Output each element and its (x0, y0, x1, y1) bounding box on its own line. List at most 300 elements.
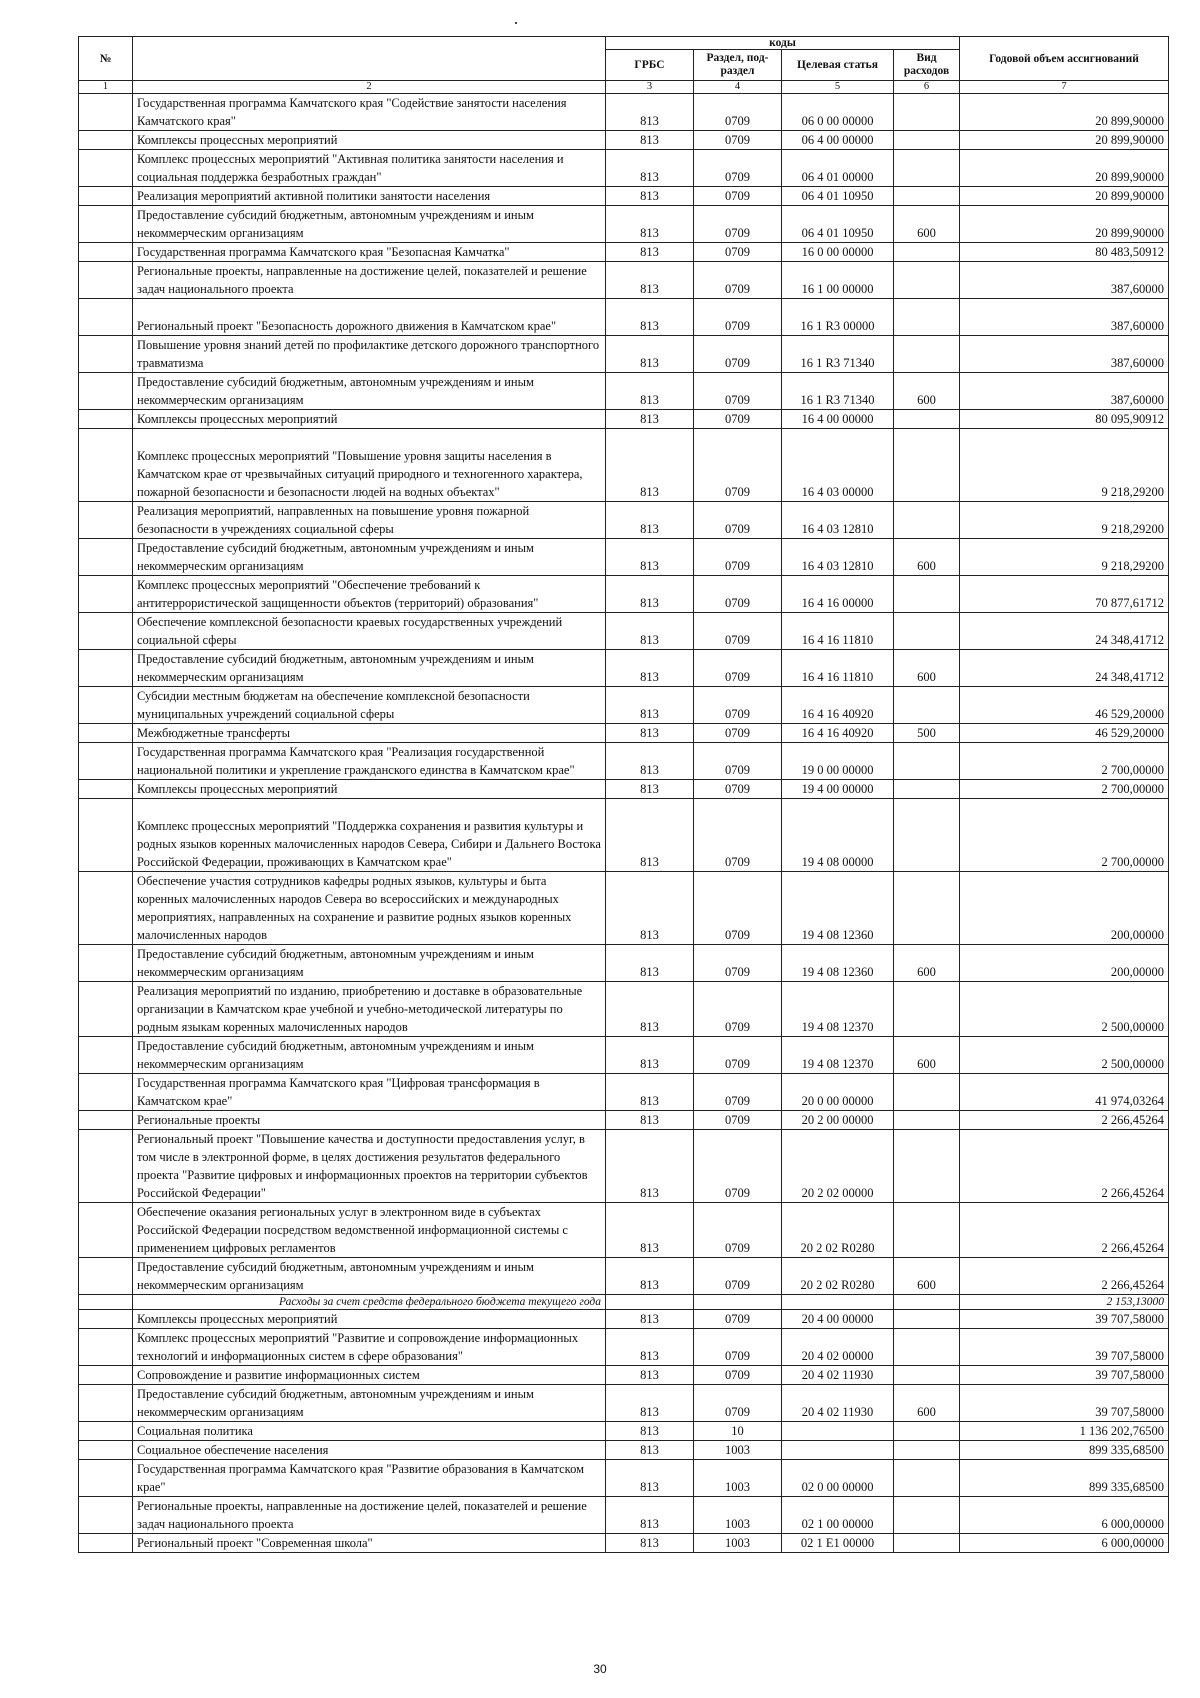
colnum-4: 4 (694, 81, 782, 94)
row-kind-cell (894, 410, 960, 429)
row-grbs-cell: 813 (606, 1366, 694, 1385)
table-row (79, 1310, 1169, 1329)
row-number-cell (79, 1534, 133, 1553)
row-name-cell: Субсидии местным бюджетам на обеспечение комплексной безопасности муниципальных учреждений социальной сферы (133, 687, 606, 724)
table-row (79, 1203, 1169, 1258)
row-amount-cell: 9 218,29200 (960, 502, 1169, 539)
row-name-cell: Обеспечение комплексной безопасности краевых государственных учреждений социальной сферы (133, 613, 606, 650)
row-target-cell: 20 2 02 R0280 (782, 1203, 894, 1258)
row-number-cell (79, 206, 133, 243)
header-kind: Вид расходов (894, 50, 960, 81)
row-kind-cell (894, 872, 960, 945)
row-kind-cell (894, 982, 960, 1037)
row-grbs-cell: 813 (606, 502, 694, 539)
row-amount-cell: 387,60000 (960, 262, 1169, 299)
row-grbs-cell: 813 (606, 650, 694, 687)
row-name-cell: Комплекс процессных мероприятий "Развитие и сопровождение информационных технологий и информационных систем в сфере образования" (133, 1329, 606, 1366)
row-kind-cell: 600 (894, 945, 960, 982)
row-grbs-cell: 813 (606, 1111, 694, 1130)
row-name-cell: Предоставление субсидий бюджетным, автономным учреждениям и иным некоммерческим организациям (133, 206, 606, 243)
row-section-cell: 0709 (694, 799, 782, 872)
row-amount-cell: 2 266,45264 (960, 1130, 1169, 1203)
row-kind-cell (894, 262, 960, 299)
row-grbs-cell: 813 (606, 410, 694, 429)
row-section-cell: 0709 (694, 1203, 782, 1258)
row-kind-cell: 600 (894, 1258, 960, 1295)
row-target-cell: 02 1 00 00000 (782, 1497, 894, 1534)
row-target-cell: 19 4 08 12360 (782, 945, 894, 982)
table-row (79, 799, 1169, 872)
row-name-cell: Предоставление субсидий бюджетным, автономным учреждениям и иным некоммерческим организациям (133, 373, 606, 410)
row-name-cell: Государственная программа Камчатского края "Безопасная Камчатка" (133, 243, 606, 262)
row-grbs-cell: 813 (606, 299, 694, 336)
table-row (79, 1366, 1169, 1385)
row-grbs-cell: 813 (606, 373, 694, 410)
row-kind-cell (894, 1111, 960, 1130)
row-grbs-cell: 813 (606, 724, 694, 743)
row-target-cell: 16 4 16 11810 (782, 650, 894, 687)
row-target-cell: 20 4 00 00000 (782, 1310, 894, 1329)
row-amount-cell: 899 335,68500 (960, 1441, 1169, 1460)
colnum-2: 2 (133, 81, 606, 94)
row-name-cell: Региональные проекты (133, 1111, 606, 1130)
colnum-6: 6 (894, 81, 960, 94)
table-row (79, 1534, 1169, 1553)
row-section-cell: 0709 (694, 1366, 782, 1385)
row-grbs-cell: 813 (606, 1441, 694, 1460)
row-name-cell: Региональные проекты, направленные на достижение целей, показателей и решение задач национального проекта (133, 262, 606, 299)
row-name-cell: Сопровождение и развитие информационных систем (133, 1366, 606, 1385)
row-number-cell (79, 1441, 133, 1460)
row-kind-cell (894, 1329, 960, 1366)
row-kind-cell (894, 429, 960, 502)
row-kind-cell (894, 1422, 960, 1441)
row-kind-cell (894, 336, 960, 373)
row-number-cell (79, 336, 133, 373)
table-row (79, 687, 1169, 724)
row-section-cell: 0709 (694, 687, 782, 724)
row-kind-cell: 600 (894, 373, 960, 410)
row-section-cell: 0709 (694, 502, 782, 539)
row-target-cell: 20 4 02 11930 (782, 1385, 894, 1422)
row-amount-cell: 39 707,58000 (960, 1310, 1169, 1329)
row-grbs-cell: 813 (606, 1203, 694, 1258)
row-kind-cell (894, 150, 960, 187)
row-grbs-cell: 813 (606, 1310, 694, 1329)
row-grbs-cell: 813 (606, 613, 694, 650)
row-amount-cell: 2 700,00000 (960, 743, 1169, 780)
table-row (79, 576, 1169, 613)
row-amount-cell: 41 974,03264 (960, 1074, 1169, 1111)
row-number-cell (79, 724, 133, 743)
row-number-cell (79, 1422, 133, 1441)
row-number-cell (79, 1074, 133, 1111)
row-section-cell: 0709 (694, 1310, 782, 1329)
row-target-cell: 16 4 16 11810 (782, 613, 894, 650)
row-name-cell: Предоставление субсидий бюджетным, автономным учреждениям и иным некоммерческим организациям (133, 1385, 606, 1422)
row-section-cell: 0709 (694, 131, 782, 150)
row-grbs-cell: 813 (606, 1329, 694, 1366)
row-name-cell: Комплексы процессных мероприятий (133, 1310, 606, 1329)
header-grbs: ГРБС (606, 50, 694, 81)
row-section-cell: 0709 (694, 724, 782, 743)
row-kind-cell (894, 1460, 960, 1497)
row-grbs-cell: 813 (606, 780, 694, 799)
row-section-cell: 0709 (694, 299, 782, 336)
row-amount-cell: 6 000,00000 (960, 1497, 1169, 1534)
row-grbs-cell: 813 (606, 206, 694, 243)
row-target-cell: 06 4 01 00000 (782, 150, 894, 187)
row-number-cell (79, 1385, 133, 1422)
row-kind-cell (894, 1310, 960, 1329)
table-row (79, 1130, 1169, 1203)
row-section-cell: 0709 (694, 262, 782, 299)
row-amount-cell: 39 707,58000 (960, 1366, 1169, 1385)
row-kind-cell: 600 (894, 206, 960, 243)
table-row (79, 94, 1169, 131)
table-body (79, 94, 1169, 1553)
table-row (79, 872, 1169, 945)
row-grbs-cell: 813 (606, 687, 694, 724)
row-grbs-cell: 813 (606, 1422, 694, 1441)
row-number-cell (79, 94, 133, 131)
row-kind-cell (894, 1441, 960, 1460)
row-section-cell: 0709 (694, 1385, 782, 1422)
row-section-cell: 0709 (694, 94, 782, 131)
row-target-cell: 16 4 00 00000 (782, 410, 894, 429)
row-grbs-cell: 813 (606, 1258, 694, 1295)
row-amount-cell: 387,60000 (960, 299, 1169, 336)
row-name-cell: Обеспечение оказания региональных услуг в электронном виде в субъектах Российской Федерации посредством ведомственной информационной системы с применением цифровых регламентов (133, 1203, 606, 1258)
row-name-cell: Предоставление субсидий бюджетным, автономным учреждениям и иным некоммерческим организациям (133, 539, 606, 576)
table-row (79, 650, 1169, 687)
row-number-cell (79, 1366, 133, 1385)
row-section-cell: 0709 (694, 150, 782, 187)
row-grbs-cell: 813 (606, 150, 694, 187)
row-name-cell: Социальное обеспечение населения (133, 1441, 606, 1460)
row-section-cell: 0709 (694, 1074, 782, 1111)
row-target-cell: 16 4 03 00000 (782, 429, 894, 502)
row-amount-cell: 80 483,50912 (960, 243, 1169, 262)
row-name-cell: Предоставление субсидий бюджетным, автономным учреждениям и иным некоммерческим организациям (133, 1037, 606, 1074)
row-kind-cell (894, 1497, 960, 1534)
row-number-cell (79, 687, 133, 724)
row-section-cell: 0709 (694, 1329, 782, 1366)
row-kind-cell (894, 243, 960, 262)
table-header (79, 37, 1169, 94)
table-row (79, 262, 1169, 299)
header-section: Раздел, под-раздел (694, 50, 782, 81)
row-name-cell: Социальная политика (133, 1422, 606, 1441)
row-kind-cell (894, 502, 960, 539)
row-grbs-cell: 813 (606, 243, 694, 262)
row-number-cell (79, 1329, 133, 1366)
row-section-cell: 0709 (694, 1130, 782, 1203)
table-row (79, 1037, 1169, 1074)
table-row (79, 131, 1169, 150)
row-number-cell (79, 539, 133, 576)
row-target-cell: 20 2 02 00000 (782, 1130, 894, 1203)
row-target-cell: 06 4 01 10950 (782, 187, 894, 206)
row-target-cell: 19 4 00 00000 (782, 780, 894, 799)
row-grbs-cell: 813 (606, 1460, 694, 1497)
row-amount-cell: 39 707,58000 (960, 1329, 1169, 1366)
row-grbs-cell: 813 (606, 262, 694, 299)
row-name-cell: Государственная программа Камчатского края "Реализация государственной национальной политики и укрепление гражданского единства в Камчатском крае" (133, 743, 606, 780)
colnum-7: 7 (960, 81, 1169, 94)
row-amount-cell: 2 266,45264 (960, 1203, 1169, 1258)
row-kind-cell (894, 1366, 960, 1385)
column-numbers-row (79, 81, 1169, 94)
row-number-cell (79, 1295, 133, 1310)
row-name-cell: Повышение уровня знаний детей по профилактике детского дорожного транспортного травматизма (133, 336, 606, 373)
row-amount-cell: 6 000,00000 (960, 1534, 1169, 1553)
row-number-cell (79, 743, 133, 780)
row-name-cell: Реализация мероприятий, направленных на повышение уровня пожарной безопасности в учреждениях социальной сферы (133, 502, 606, 539)
row-target-cell: 16 4 16 00000 (782, 576, 894, 613)
row-amount-cell: 24 348,41712 (960, 650, 1169, 687)
row-name-cell: Государственная программа Камчатского края "Развитие образования в Камчатском крае" (133, 1460, 606, 1497)
table-row (79, 1422, 1169, 1441)
row-kind-cell (894, 743, 960, 780)
row-name-cell: Межбюджетные трансферты (133, 724, 606, 743)
row-section-cell: 0709 (694, 613, 782, 650)
row-number-cell (79, 780, 133, 799)
row-target-cell: 16 4 03 12810 (782, 502, 894, 539)
row-section-cell: 0709 (694, 539, 782, 576)
row-target-cell: 19 4 08 12370 (782, 1037, 894, 1074)
row-section-cell: 10 (694, 1422, 782, 1441)
row-grbs-cell: 813 (606, 1534, 694, 1553)
row-grbs-cell: 813 (606, 945, 694, 982)
row-amount-cell: 70 877,61712 (960, 576, 1169, 613)
row-name-cell: Государственная программа Камчатского края "Содействие занятости населения Камчатского края" (133, 94, 606, 131)
header-name (133, 37, 606, 81)
page-number: 30 (593, 1662, 607, 1676)
table-row (79, 1329, 1169, 1366)
row-grbs-cell: 813 (606, 336, 694, 373)
row-grbs-cell: 813 (606, 982, 694, 1037)
row-target-cell: 16 0 00 00000 (782, 243, 894, 262)
row-amount-cell: 2 266,45264 (960, 1111, 1169, 1130)
table-row (79, 336, 1169, 373)
row-section-cell: 0709 (694, 650, 782, 687)
row-name-cell: Комплексы процессных мероприятий (133, 410, 606, 429)
budget-table (78, 36, 1169, 1553)
row-number-cell (79, 1037, 133, 1074)
row-target-cell (782, 1441, 894, 1460)
row-name-cell: Комплексы процессных мероприятий (133, 131, 606, 150)
row-number-cell (79, 799, 133, 872)
row-amount-cell: 387,60000 (960, 373, 1169, 410)
row-target-cell: 19 4 08 12370 (782, 982, 894, 1037)
row-section-cell: 0709 (694, 1037, 782, 1074)
row-amount-cell: 46 529,20000 (960, 724, 1169, 743)
row-target-cell (782, 1295, 894, 1310)
table-row (79, 429, 1169, 502)
row-number-cell (79, 1130, 133, 1203)
row-number-cell (79, 1310, 133, 1329)
row-target-cell: 19 0 00 00000 (782, 743, 894, 780)
row-amount-cell: 2 700,00000 (960, 780, 1169, 799)
row-amount-cell: 9 218,29200 (960, 539, 1169, 576)
row-number-cell (79, 502, 133, 539)
row-section-cell: 0709 (694, 780, 782, 799)
row-amount-cell: 899 335,68500 (960, 1460, 1169, 1497)
row-grbs-cell: 813 (606, 799, 694, 872)
row-name-cell: Комплекс процессных мероприятий "Активная политика занятости населения и социальная поддержка безработных граждан" (133, 150, 606, 187)
table-row (79, 150, 1169, 187)
row-kind-cell (894, 131, 960, 150)
table-row (79, 1441, 1169, 1460)
row-number-cell (79, 1258, 133, 1295)
row-number-cell (79, 243, 133, 262)
row-target-cell: 20 0 00 00000 (782, 1074, 894, 1111)
row-kind-cell (894, 780, 960, 799)
row-name-cell: Расходы за счет средств федерального бюджета текущего года (133, 1295, 606, 1310)
table-row (79, 1295, 1169, 1310)
table-row (79, 1111, 1169, 1130)
row-number-cell (79, 872, 133, 945)
row-target-cell: 02 0 00 00000 (782, 1460, 894, 1497)
row-section-cell: 0709 (694, 945, 782, 982)
row-number-cell (79, 1111, 133, 1130)
row-kind-cell (894, 799, 960, 872)
header-codes: коды (606, 37, 960, 50)
row-grbs-cell: 813 (606, 576, 694, 613)
row-name-cell: Региональный проект "Безопасность дорожного движения в Камчатском крае" (133, 299, 606, 336)
table-row (79, 187, 1169, 206)
table-row (79, 613, 1169, 650)
table-row (79, 1074, 1169, 1111)
row-section-cell: 1003 (694, 1441, 782, 1460)
row-amount-cell: 387,60000 (960, 336, 1169, 373)
row-number-cell (79, 429, 133, 502)
row-section-cell: 0709 (694, 336, 782, 373)
table-row (79, 743, 1169, 780)
row-name-cell: Реализация мероприятий по изданию, приобретению и доставке в образовательные организации в Камчатском крае учебной и учебно-методической литературы по родным языкам коренных малочисленных народов (133, 982, 606, 1037)
row-target-cell: 16 4 16 40920 (782, 687, 894, 724)
table-row (79, 945, 1169, 982)
table-row (79, 206, 1169, 243)
row-section-cell: 0709 (694, 429, 782, 502)
row-grbs-cell: 813 (606, 131, 694, 150)
table-row (79, 299, 1169, 336)
row-target-cell: 20 4 02 11930 (782, 1366, 894, 1385)
row-number-cell (79, 410, 133, 429)
row-amount-cell: 2 700,00000 (960, 799, 1169, 872)
row-grbs-cell: 813 (606, 1074, 694, 1111)
row-section-cell: 0709 (694, 187, 782, 206)
row-target-cell: 06 0 00 00000 (782, 94, 894, 131)
row-kind-cell (894, 1130, 960, 1203)
row-amount-cell: 200,00000 (960, 945, 1169, 982)
row-section-cell: 0709 (694, 206, 782, 243)
row-number-cell (79, 945, 133, 982)
row-grbs-cell: 813 (606, 94, 694, 131)
row-target-cell: 16 1 R3 71340 (782, 336, 894, 373)
row-amount-cell: 20 899,90000 (960, 94, 1169, 131)
table-row (79, 502, 1169, 539)
row-number-cell (79, 1497, 133, 1534)
table-row (79, 780, 1169, 799)
row-target-cell: 19 4 08 00000 (782, 799, 894, 872)
table-row (79, 1385, 1169, 1422)
row-target-cell: 16 1 R3 71340 (782, 373, 894, 410)
colnum-5: 5 (782, 81, 894, 94)
row-target-cell: 20 2 00 00000 (782, 1111, 894, 1130)
row-grbs-cell (606, 1295, 694, 1310)
row-target-cell: 20 4 02 00000 (782, 1329, 894, 1366)
row-kind-cell (894, 94, 960, 131)
row-amount-cell: 20 899,90000 (960, 150, 1169, 187)
table-row (79, 724, 1169, 743)
row-amount-cell: 20 899,90000 (960, 187, 1169, 206)
row-name-cell: Комплекс процессных мероприятий "Повышение уровня защиты населения в Камчатском крае от чрезвычайных ситуаций природного и техногенного характера, пожарной безопасности и безопасности людей на водных объектах" (133, 429, 606, 502)
row-kind-cell (894, 187, 960, 206)
table-row (79, 1497, 1169, 1534)
row-number-cell (79, 613, 133, 650)
row-section-cell: 1003 (694, 1534, 782, 1553)
row-name-cell: Предоставление субсидий бюджетным, автономным учреждениям и иным некоммерческим организациям (133, 945, 606, 982)
row-name-cell: Комплексы процессных мероприятий (133, 780, 606, 799)
table-row (79, 1460, 1169, 1497)
row-target-cell: 06 4 00 00000 (782, 131, 894, 150)
row-kind-cell (894, 576, 960, 613)
row-number-cell (79, 299, 133, 336)
row-target-cell (782, 1422, 894, 1441)
row-grbs-cell: 813 (606, 872, 694, 945)
table-row (79, 982, 1169, 1037)
row-number-cell (79, 187, 133, 206)
row-grbs-cell: 813 (606, 1130, 694, 1203)
row-number-cell (79, 131, 133, 150)
row-kind-cell: 500 (894, 724, 960, 743)
row-amount-cell: 1 136 202,76500 (960, 1422, 1169, 1441)
row-section-cell: 0709 (694, 410, 782, 429)
row-section-cell: 0709 (694, 872, 782, 945)
row-section-cell: 1003 (694, 1460, 782, 1497)
row-grbs-cell: 813 (606, 1385, 694, 1422)
row-amount-cell: 2 500,00000 (960, 1037, 1169, 1074)
row-name-cell: Комплекс процессных мероприятий "Поддержка сохранения и развития культуры и родных языков коренных малочисленных народов Севера, Сибири и Дальнего Востока Российской Федерации, проживающих в Камчатском крае" (133, 799, 606, 872)
table-row (79, 539, 1169, 576)
table-row (79, 243, 1169, 262)
row-grbs-cell: 813 (606, 1497, 694, 1534)
row-kind-cell (894, 613, 960, 650)
row-target-cell: 06 4 01 10950 (782, 206, 894, 243)
row-number-cell (79, 650, 133, 687)
row-amount-cell: 24 348,41712 (960, 613, 1169, 650)
row-amount-cell: 9 218,29200 (960, 429, 1169, 502)
row-name-cell: Региональный проект "Современная школа" (133, 1534, 606, 1553)
row-target-cell: 16 1 00 00000 (782, 262, 894, 299)
row-section-cell: 0709 (694, 1258, 782, 1295)
row-section-cell: 1003 (694, 1497, 782, 1534)
header-target: Целевая статья (782, 50, 894, 81)
row-name-cell: Предоставление субсидий бюджетным, автономным учреждениям и иным некоммерческим организациям (133, 1258, 606, 1295)
row-name-cell: Региональные проекты, направленные на достижение целей, показателей и решение задач национального проекта (133, 1497, 606, 1534)
row-kind-cell (894, 687, 960, 724)
row-kind-cell: 600 (894, 650, 960, 687)
row-target-cell: 16 1 R3 00000 (782, 299, 894, 336)
row-amount-cell: 200,00000 (960, 872, 1169, 945)
scan-dot (515, 22, 517, 24)
row-amount-cell: 20 899,90000 (960, 131, 1169, 150)
row-kind-cell: 600 (894, 1037, 960, 1074)
row-target-cell: 16 4 03 12810 (782, 539, 894, 576)
row-number-cell (79, 373, 133, 410)
